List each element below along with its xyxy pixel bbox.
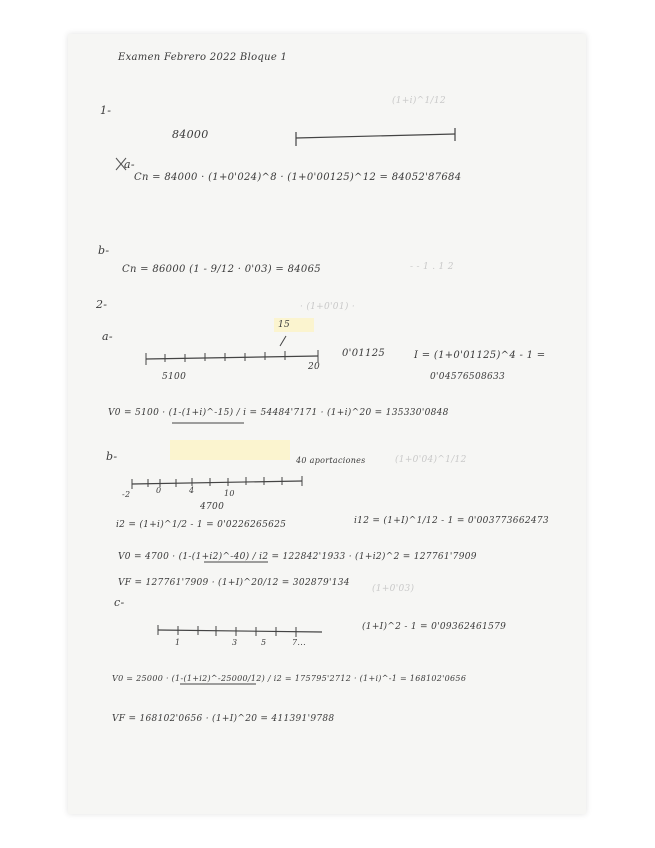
problem-1a-label: a-	[124, 158, 135, 171]
problem-2a-rate: 0'01125	[342, 348, 386, 359]
bleed-through: - - 1 . 1 2	[410, 262, 454, 272]
bleed-through: (1+0'04)^1/12	[395, 455, 467, 465]
bleed-through: · (1+0'01) ·	[300, 302, 355, 312]
problem-1-amount: 84000	[172, 128, 209, 141]
problem-2b-i2: i2 = (1+i)^1/2 - 1 = 0'0226265625	[116, 520, 287, 530]
problem-2a-rate-eq: I = (1+0'01125)^4 - 1 =	[414, 350, 546, 361]
problem-2b-tick: 4	[189, 486, 195, 495]
problem-2b-note: 40 aportaciones	[296, 456, 366, 465]
problem-2b-tick: 10	[224, 489, 235, 498]
problem-1a-formula: Cn = 84000 · (1+0'024)^8 · (1+0'00125)^12 = 84052'87684	[134, 172, 462, 183]
bleed-through: (1+0'03)	[372, 584, 415, 594]
problem-2c-rate: (1+I)^2 - 1 = 0'09362461579	[362, 622, 507, 632]
problem-1b-label: b-	[98, 244, 110, 257]
problem-2b-label: b-	[106, 450, 118, 463]
problem-2a-label: a-	[102, 330, 113, 343]
problem-2a-mark: 15	[278, 320, 291, 330]
bleed-through: (1+i)^1/12	[392, 96, 446, 106]
problem-2-label: 2-	[96, 298, 108, 311]
problem-2c-vf: VF = 168102'0656 · (1+I)^20 = 411391'9788	[112, 714, 335, 724]
problem-2b-tick: -2	[122, 490, 131, 499]
problem-2b-amount: 4700	[200, 502, 225, 512]
problem-2c-tick: 1	[175, 638, 181, 647]
problem-1b-formula: Cn = 86000 (1 - 9/12 · 0'03) = 84065	[122, 264, 321, 275]
problem-2a-left-amount: 5100	[162, 372, 187, 382]
problem-2b-vf: VF = 127761'7909 · (1+I)^20/12 = 302879'134	[118, 578, 350, 588]
problem-2a-v0: V0 = 5100 · (1-(1+i)^-15) / i = 54484'7171 · (1+i)^20 = 135330'0848	[108, 408, 449, 418]
problem-2a-rate-val: 0'04576508633	[430, 372, 506, 382]
problem-2b-tick: 0	[156, 486, 162, 495]
exam-title: Examen Febrero 2022 Bloque 1	[118, 52, 288, 63]
problem-2c-tick: 5	[261, 638, 267, 647]
problem-1-label: 1-	[100, 104, 112, 117]
problem-2c-tick: 7...	[292, 638, 306, 647]
problem-2b-v0: V0 = 4700 · (1-(1+i2)^-40) / i2 = 122842'1933 · (1+i2)^2 = 127761'7909	[118, 552, 477, 562]
problem-2b-i12: i12 = (1+I)^1/12 - 1 = 0'003773662473	[354, 516, 549, 526]
problem-2a-right-label: 20	[308, 362, 321, 372]
problem-2c-label: c-	[114, 596, 125, 609]
problem-2c-v0: V0 = 25000 · (1-(1+i2)^-25000/12) / i2 = 175795'2712 · (1+i)^-1 = 168102'0656	[112, 674, 467, 683]
problem-2c-tick: 3	[232, 638, 238, 647]
